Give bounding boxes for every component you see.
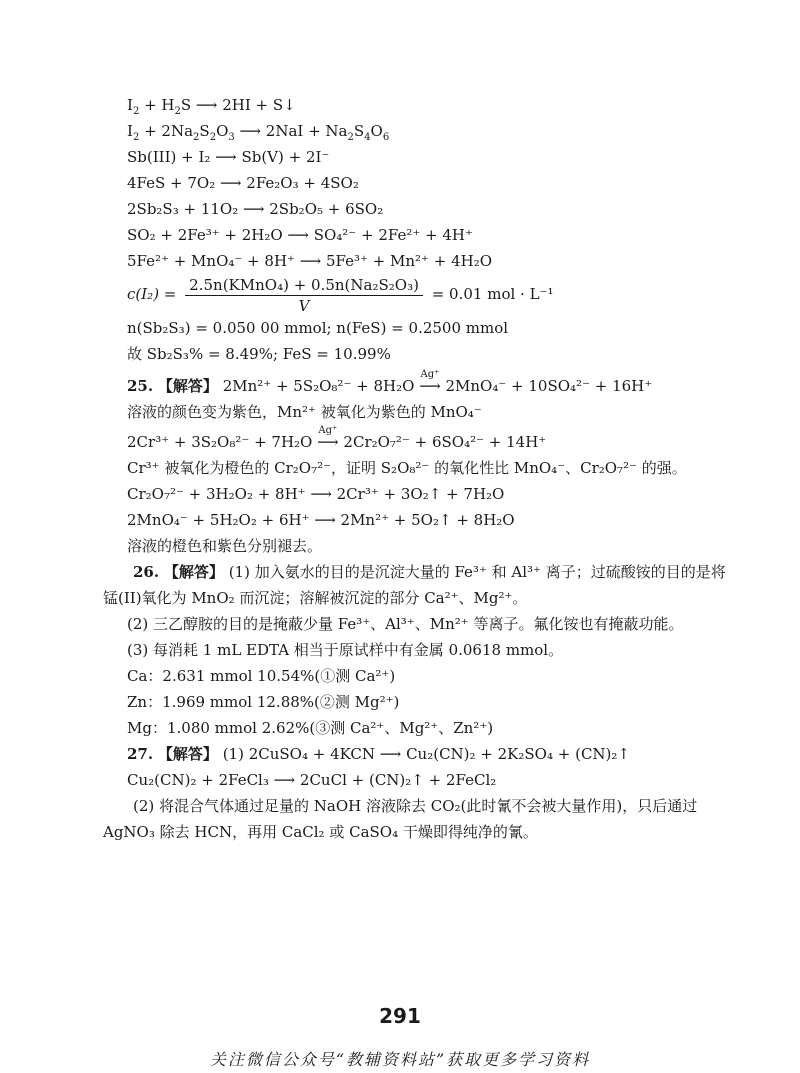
text-line: 溶液的橙色和紫色分别褪去。 <box>127 536 323 555</box>
catalyzed-arrow: Ag⁺ ⟶ <box>317 424 339 451</box>
footer-note: 关注微信公众号“教辅资料站”获取更多学习资料 <box>209 1050 591 1069</box>
equation-line: Cu₂(CN)₂ + 2FeCl₃ ⟶ 2CuCl + (CN)₂↑ + 2FeCl₂ <box>127 770 497 789</box>
answer-tag: 【解答】 <box>163 562 224 581</box>
formula-fraction <box>185 276 423 315</box>
q26-paragraph-2: (2) 三乙醇胺的目的是掩蔽少量 Fe³⁺、Al³⁺、Mn²⁺ 等离子。氟化铵也有掩蔽功能。 <box>127 614 684 633</box>
equation-line: $I_2 + 2Na_2S_2O_3$ ⟶ $2NaI + Na_2S_4O_6$ <box>127 122 390 143</box>
formula-lhs: c(I₂) = <box>127 285 177 303</box>
q27-paragraph-2: (2) 将混合气体通过足量的 NaOH 溶液除去 CO₂(此时氰不会被大量作用)，只后通过 AgNO₃ 除去 HCN，再用 CaCl₂ 或 CaSO₄ 干燥即得纯净的氰。 <box>103 796 698 841</box>
fraction-denominator: V <box>298 296 310 315</box>
page-number: 291 <box>379 1004 421 1028</box>
equation-line: 4FeS + 7O₂ ⟶ 2Fe₂O₃ + 4SO₂ <box>127 174 359 192</box>
question-number: 25. <box>127 376 154 395</box>
q25-reaction-1: 25. 【解答】 2Mn²⁺ + 5S₂O₈²⁻ + 8H₂O Ag⁺ ⟶ 2MnO₄⁻ + 10SO₄²⁻ + 16H⁺ <box>127 373 727 399</box>
question-number: 26. <box>133 562 160 581</box>
equation-line: 2Sb₂S₃ + 11O₂ ⟶ 2Sb₂O₅ + 6SO₂ <box>127 200 384 218</box>
equation-line: Sb(III) + I₂ ⟶ Sb(V) + 2I⁻ <box>127 148 330 166</box>
q25-reaction-2: 2Cr³⁺ + 3S₂O₈²⁻ + 7H₂O Ag⁺ ⟶ 2Cr₂O₇²⁻ + 6SO₄²⁻ + 14H⁺ <box>127 429 727 455</box>
answer-body <box>103 92 727 845</box>
text-line: 溶液的颜色变为紫色，Mn²⁺ 被氧化为紫色的 MnO₄⁻ <box>127 402 482 421</box>
q27-reaction-1: 27. 【解答】 (1) 2CuSO₄ + 4KCN ⟶ Cu₂(CN)₂ + 2K₂SO₄ + (CN)₂↑ <box>127 744 630 763</box>
formula-rhs: = 0.01 mol · L⁻¹ <box>431 285 554 303</box>
result-line: Ca：2.631 mmol 10.54%(①测 Ca²⁺) <box>127 666 396 685</box>
equation-line: SO₂ + 2Fe³⁺ + 2H₂O ⟶ SO₄²⁻ + 2Fe²⁺ + 4H⁺ <box>127 226 473 244</box>
text-line: Cr³⁺ 被氧化为橙色的 Cr₂O₇²⁻，证明 S₂O₈²⁻ 的氧化性比 MnO₄⁻、Cr₂O₇²⁻ 的强。 <box>127 458 687 477</box>
result-line: Mg：1.080 mmol 2.62%(③测 Ca²⁺、Mg²⁺、Zn²⁺) <box>127 718 494 737</box>
equation-line: 5Fe²⁺ + MnO₄⁻ + 8H⁺ ⟶ 5Fe³⁺ + Mn²⁺ + 4H₂O <box>127 252 493 270</box>
q26-paragraph-1: 26. 【解答】 (1) 加入氨水的目的是沉淀大量的 Fe³⁺ 和 Al³⁺ 离子；过硫酸铵的目的是将锰(II)氧化为 MnO₂ 而沉淀；溶解被沉淀的部分 Ca²⁺、Mg²⁺。 <box>103 562 726 607</box>
catalyzed-arrow: Ag⁺ ⟶ <box>419 368 441 395</box>
equation-line: Cr₂O₇²⁻ + 3H₂O₂ + 8H⁺ ⟶ 2Cr³⁺ + 3O₂↑ + 7H₂O <box>127 484 505 503</box>
result-line: Zn：1.969 mmol 12.88%(②测 Mg²⁺) <box>127 692 400 711</box>
fraction-numerator: 2.5n(KMnO₄) + 0.5n(Na₂S₂O₃) <box>185 276 423 296</box>
equation-line: n(Sb₂S₃) = 0.050 00 mmol; n(FeS) = 0.2500 mmol <box>127 318 509 337</box>
answer-tag: 【解答】 <box>157 376 218 395</box>
equation-line: $I_2 + H_2S$ ⟶ 2HI + S↓ <box>127 96 296 117</box>
result-line: 故 Sb₂S₃% = 8.49%; FeS = 10.99% <box>127 344 391 363</box>
question-number: 27. <box>127 744 154 763</box>
equation-line: 2MnO₄⁻ + 5H₂O₂ + 6H⁺ ⟶ 2Mn²⁺ + 5O₂↑ + 8H₂O <box>127 510 515 529</box>
answer-tag: 【解答】 <box>157 744 218 763</box>
q26-paragraph-3: (3) 每消耗 1 mL EDTA 相当于原试样中有金属 0.0618 mmol。 <box>127 640 564 659</box>
concentration-formula <box>127 274 727 315</box>
